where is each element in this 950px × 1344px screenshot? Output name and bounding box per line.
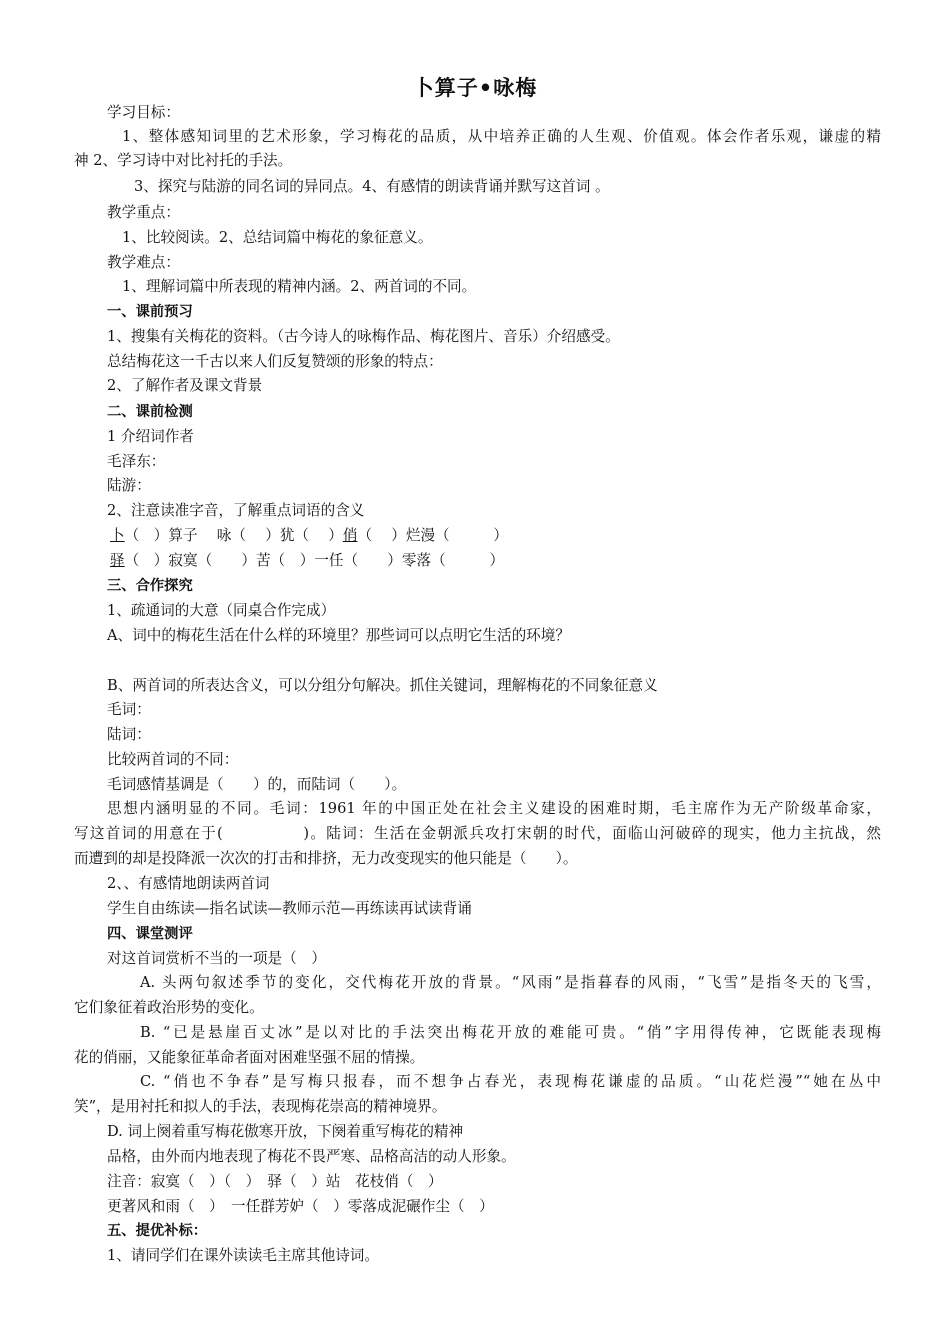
underlined-char: 卜 — [110, 527, 125, 544]
s3-line-12: 学生自由练读—指名试读—教师示范—再练读再试读背诵 — [107, 900, 472, 917]
goal-line-2: 神 2、学习诗中对比衬托的手法。 — [74, 152, 293, 169]
s3-line-10: 而遭到的却是投降派一次次的打击和排挤，无力改变现实的他只能是（ ）。 — [74, 850, 578, 867]
row-text: （ ）烂漫（ ） — [357, 527, 509, 544]
s3-line-6: 比较两首词的不同： — [107, 751, 239, 768]
difficulty-text: 1、理解词篇中所表现的精神内涵。2、两首词的不同。 — [122, 278, 477, 295]
s1-line-1: 1、搜集有关梅花的资料。（古今诗人的咏梅作品、梅花图片、音乐）介绍感受。 — [107, 328, 620, 345]
underlined-char: 驿 — [110, 552, 125, 569]
s5-line-1: 1、请同学们在课外读读毛主席其他诗词。 — [107, 1247, 379, 1264]
difficulty-label: 教学难点： — [107, 254, 180, 271]
s2-line-2: 毛泽东： — [107, 453, 166, 470]
s1-line-3: 2、了解作者及课文背景 — [107, 377, 263, 394]
note-line-2: 更著风和雨（ ） 一任群芳妒（ ）零落成泥碾作尘（ ） — [107, 1198, 494, 1215]
section-heading-5: 五、提优补标： — [107, 1223, 208, 1239]
s3-line-5: 陆词： — [107, 726, 151, 743]
underlined-char: 俏 — [342, 527, 358, 544]
page-title: 卜算子•咏梅 — [412, 76, 538, 100]
s3-line-4: 毛词： — [107, 701, 151, 718]
s3-line-8: 思想内涵明显的不同。毛词：1961 年的中国正处在社会主义建设的困难时期，毛主席作为无产阶级革命家， — [107, 800, 881, 817]
option-d-line-2: 品格，由外而内地表现了梅花不畏严寒、品格高洁的动人形象。 — [107, 1148, 516, 1165]
option-b-line-1: B. “已是悬崖百丈冰”是以对比的手法突出梅花开放的难能可贵。“俏”字用得传神，它既能表现梅 — [140, 1024, 881, 1041]
focus-text: 1、比较阅读。2、总结词篇中梅花的象征意义。 — [122, 229, 433, 246]
section-heading-2: 二、课前检测 — [107, 404, 193, 420]
s1-line-2: 总结梅花这一千古以来人们反复赞颂的形象的特点： — [107, 353, 443, 370]
option-a-line-1: A. 头两句叙述季节的变化，交代梅花开放的背景。“风雨”是指暮春的风雨，“飞雪”是指冬天的飞雪， — [140, 974, 881, 991]
s3-line-1: 1、疏通词的大意（同桌合作完成） — [107, 602, 336, 619]
section-heading-3: 三、合作探究 — [107, 578, 193, 594]
note-line-1: 注音：寂寞（ ）（ ） 驿（ ）站 花枝俏（ ） — [107, 1173, 443, 1190]
goal-line-1: 1、整体感知词里的艺术形象，学习梅花的品质，从中培养正确的人生观、价值观。体会作者乐观，谦虚的精 — [122, 128, 881, 145]
s2-line-4: 2、注意读准字音，了解重点词语的含义 — [107, 502, 365, 519]
s3-line-2: A、词中的梅花生活在什么样的环境里？那些词可以点明它生活的环境？ — [107, 627, 570, 644]
s3-line-7: 毛词感情基调是（ ）的，而陆词（ ）。 — [107, 776, 407, 793]
pronunciation-row-2 — [110, 552, 504, 571]
s2-line-1: 1 介绍词作者 — [107, 428, 194, 445]
option-b-line-2: 花的俏丽，又能象征革命者面对困难坚强不屈的情操。 — [74, 1049, 425, 1066]
goal-line-3: 3、探究与陆游的同名词的异同点。4、有感情的朗读背诵并默写这首词 。 — [134, 178, 610, 195]
option-d-line-1: D. 词上阕着重写梅花傲寒开放，下阕着重写梅花的精神 — [107, 1123, 464, 1140]
option-c-line-2: 笑”，是用衬托和拟人的手法，表现梅花崇高的精神境界。 — [74, 1098, 447, 1115]
s2-line-3: 陆游： — [107, 477, 151, 494]
s3-line-3: B、两首词的所表达含义，可以分组分句解决。抓住关键词，理解梅花的不同象征意义 — [107, 677, 658, 694]
s3-line-11: 2、、有感情地朗读两首词 — [107, 875, 270, 892]
row-text: （ ）算子 咏（ ）犹（ ） — [124, 527, 343, 544]
pronunciation-row-1 — [110, 527, 508, 546]
section-heading-1: 一、课前预习 — [107, 304, 193, 320]
option-c-line-1: C. “俏也不争春”是写梅只报春，而不想争占春光，表现梅花谦虚的品质。“山花烂漫”“她在丛中 — [140, 1073, 881, 1090]
s3-line-9: 写这首词的用意在于( )。陆词：生活在金朝派兵攻打宋朝的时代，面临山河破碎的现实，他力主抗战，然 — [74, 825, 881, 842]
goals-label: 学习目标： — [107, 104, 180, 121]
row-text: （ ）寂寞（ ）苦（ ）一任（ ）零落（ ） — [124, 552, 505, 569]
quiz-question: 对这首词赏析不当的一项是（ ） — [107, 950, 326, 967]
section-heading-4: 四、课堂测评 — [107, 926, 193, 942]
focus-label: 教学重点： — [107, 204, 180, 221]
option-a-line-2: 它们象征着政治形势的变化。 — [74, 999, 264, 1016]
